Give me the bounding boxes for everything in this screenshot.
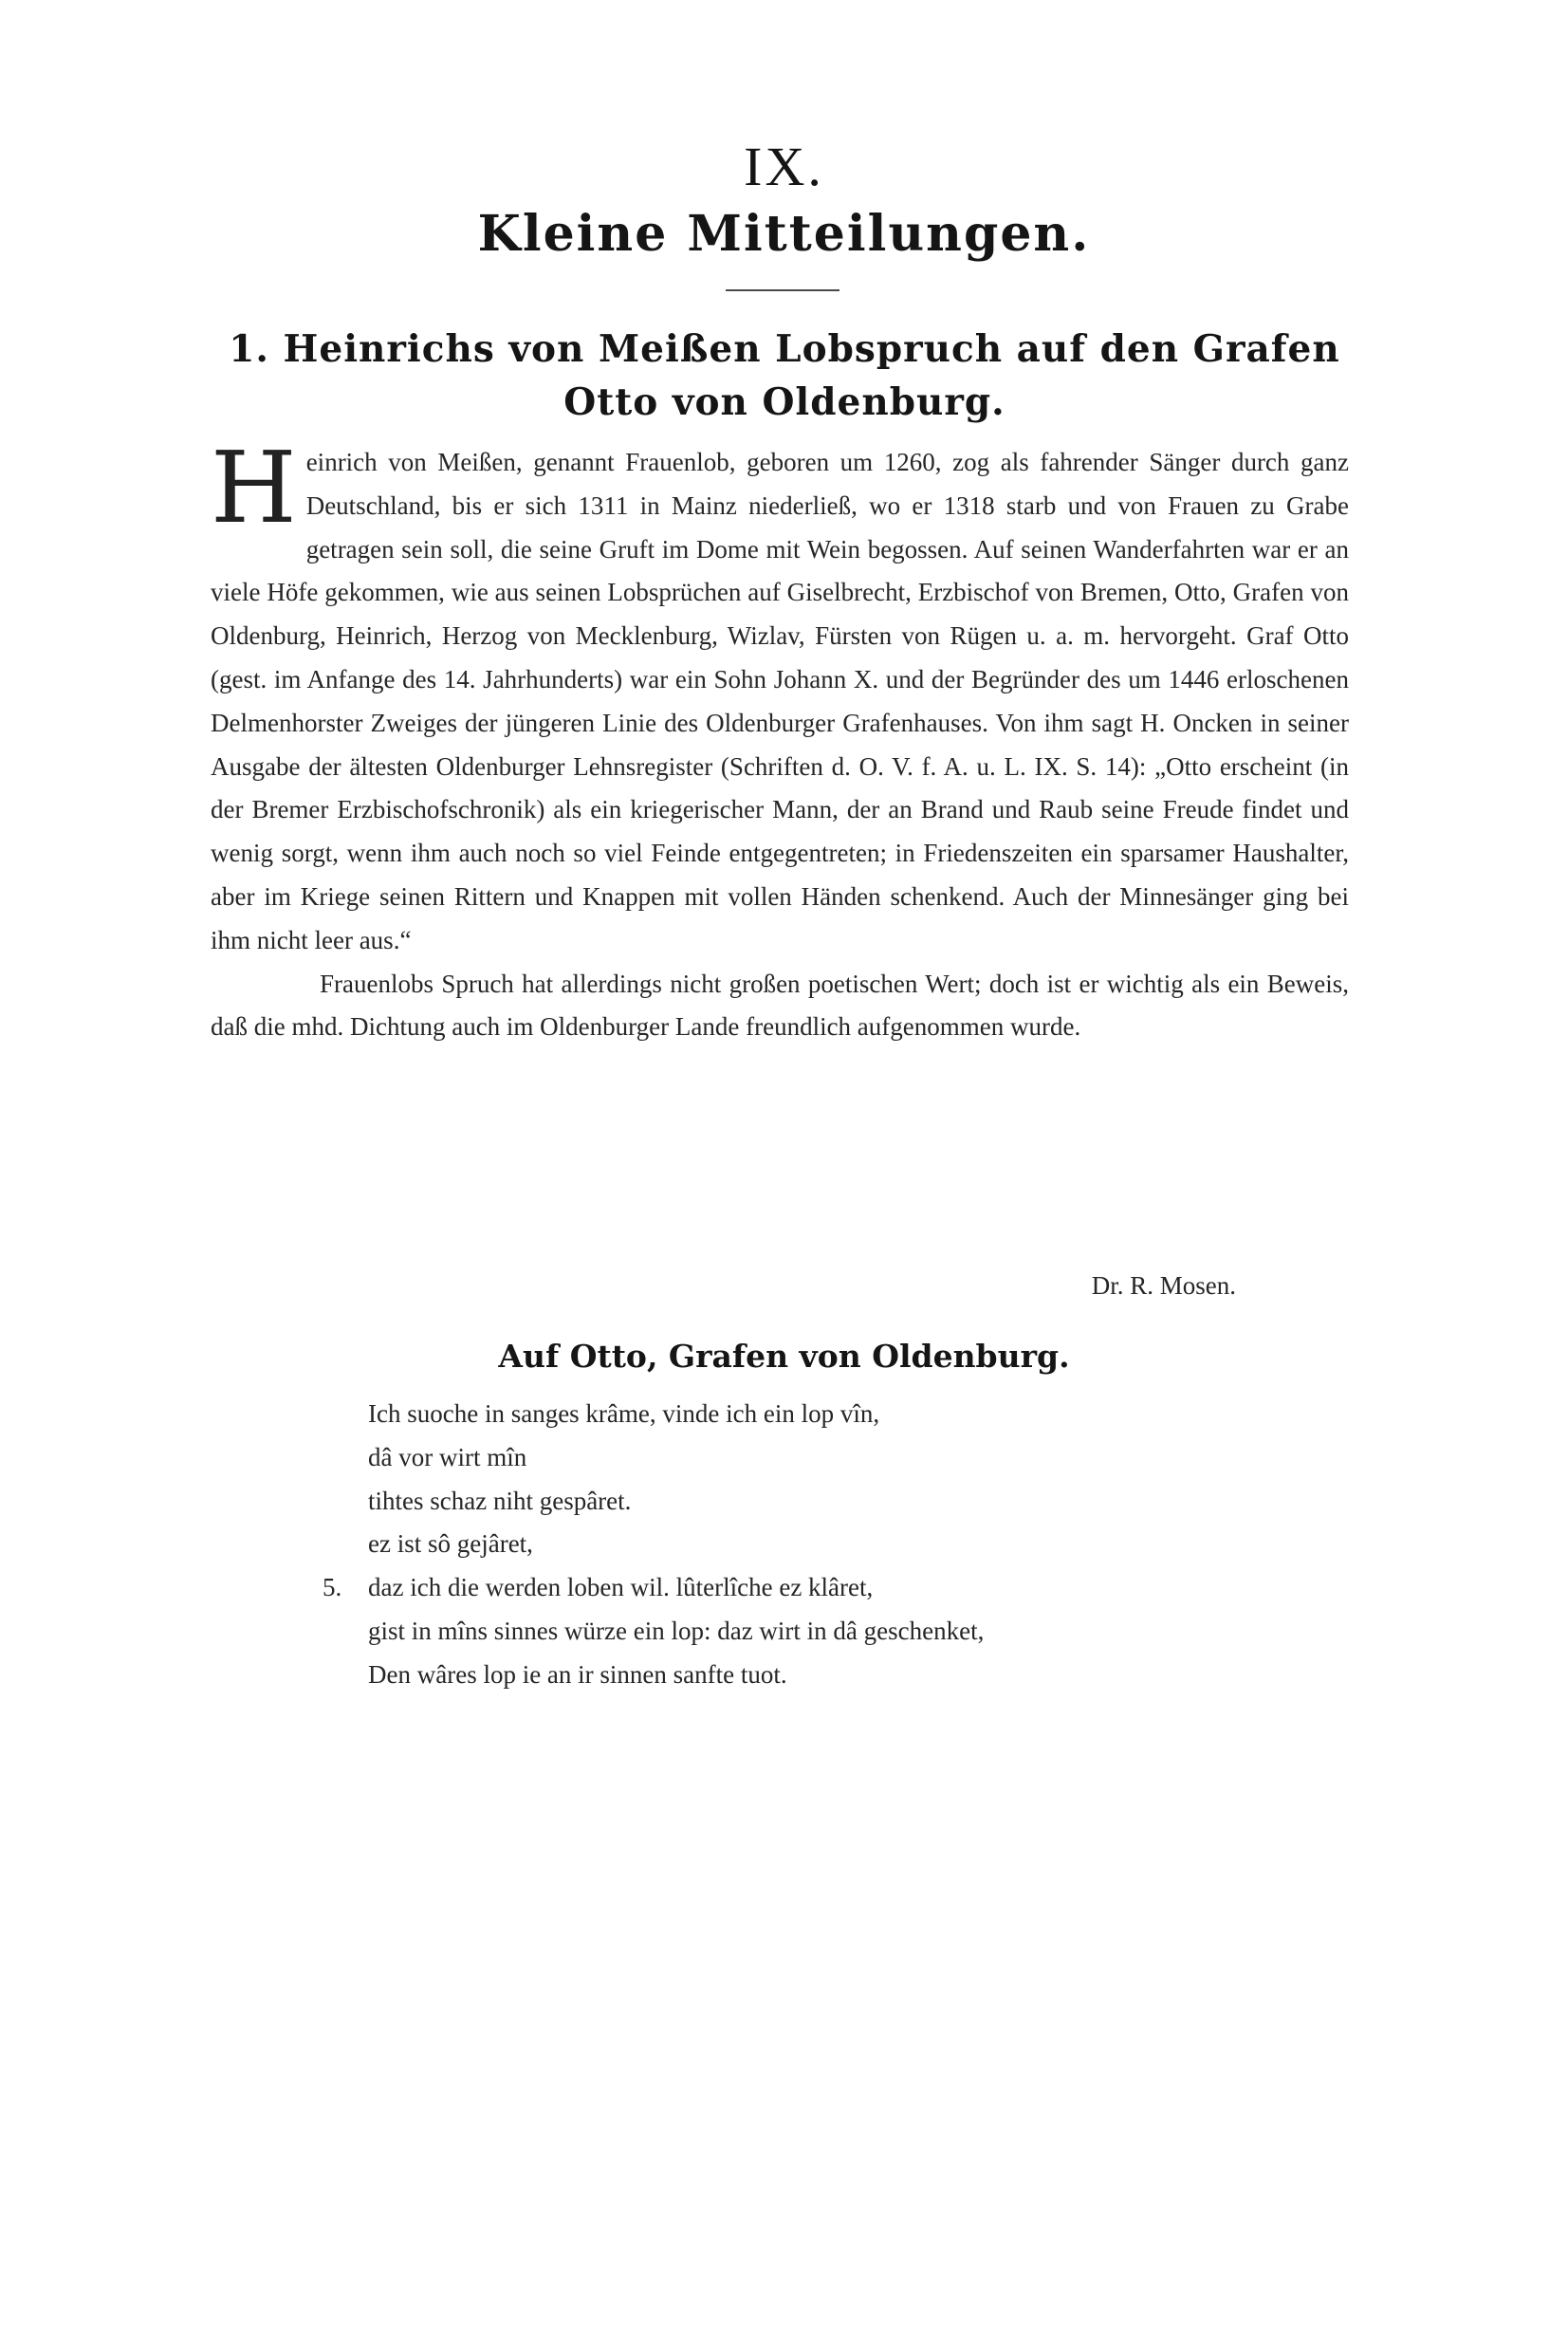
poem <box>323 1393 1271 1697</box>
poem-line-text: ez ist sô gejâret, <box>368 1529 533 1559</box>
poem-line <box>323 1436 1271 1480</box>
poem-line <box>323 1654 1271 1697</box>
poem-line <box>323 1610 1271 1654</box>
section-heading <box>211 323 1358 429</box>
article-body <box>211 430 1349 1049</box>
paragraph-1 <box>211 430 1349 963</box>
line-number: 5. <box>323 1573 342 1602</box>
section-heading-line-1: 1. Heinrichs von Meißen Lobspruch auf den Grafen <box>229 327 1340 371</box>
poem-line-text: tihtes schaz niht gespâret. <box>368 1486 632 1515</box>
author-signature: Dr. R. Mosen. <box>1091 1271 1236 1300</box>
section-heading-line-2: Otto von Oldenburg. <box>563 380 1005 424</box>
poem-title: Auf Otto, Grafen von Oldenburg. <box>498 1338 1070 1375</box>
poem-line-text: daz ich die werden loben wil. lûterlîche ez klâret, <box>368 1573 874 1602</box>
poem-line-text: Den wâres lop ie an ir sinnen sanfte tuot. <box>368 1659 787 1689</box>
poem-line <box>323 1393 1271 1436</box>
poem-line <box>323 1480 1271 1524</box>
poem-line <box>323 1566 1271 1610</box>
drop-cap-initial: H <box>211 430 297 546</box>
title-divider <box>726 289 839 291</box>
paragraph-2: Frauenlobs Spruch hat allerdings nicht großen poetischen Wert; doch ist er wichtig als ein Beweis, daß die mhd. Dichtung auch im Oldenburger Lande freundlich aufgenommen wurde. <box>211 969 1349 1042</box>
poem-line <box>323 1523 1271 1566</box>
paragraph-1-text: einrich von Meißen, genannt Frauenlob, geboren um 1260, zog als fahrender Sänger durch ganz Deutschland, bis er sich 1311 in Mainz niederließ, wo er 1318 starb und von Frauen zu Grabe getragen sein soll, die seine Gruft im Dome mit Wein begossen. Auf seinen Wanderfahrten war er an viele Höfe gekommen, wie aus seinen Lobsprüchen auf Giselbrecht, Erzbischof von Bremen, Otto, Grafen von Oldenburg, Heinrich, Herzog von Mecklenburg, Wizlav, Fürsten von Rügen u. a. m. hervorgeht. Graf Otto (gest. im Anfange des 14. Jahrhunderts) war ein Sohn Johann X. und der Begründer des um 1446 erloschenen Delmenhorster Zweiges der jüngeren Linie des Oldenburger Grafenhauses. Von ihm sagt H. Oncken in seiner Ausgabe der ältesten Oldenburger Lehnsregister (Schriften d. O. V. f. A. u. L. IX. S. 14): „Otto erscheint (in der Bremer Erzbischofschronik) als ein kriegerischer Mann, der an Brand und Raub seine Freude findet und wenig sorgt, wenn ihm auch noch so viel Feinde entgegentreten; in Friedenszeiten ein sparsamer Haushalter, aber im Kriege seinen Rittern und Knappen mit vollen Händen schenkend. Auch der Minnesänger ging bei ihm nicht leer aus.“ <box>211 448 1349 954</box>
chapter-title: Kleine Mitteilungen. <box>477 205 1091 263</box>
poem-line-text: dâ vor wirt mîn <box>368 1442 527 1471</box>
poem-line-text: Ich suoche in sanges krâme, vinde ich ein lop vîn, <box>368 1399 880 1428</box>
poem-line-text: gist in mîns sinnes würze ein lop: daz wirt in dâ geschenket, <box>368 1616 985 1645</box>
chapter-number: IX. <box>744 136 824 197</box>
